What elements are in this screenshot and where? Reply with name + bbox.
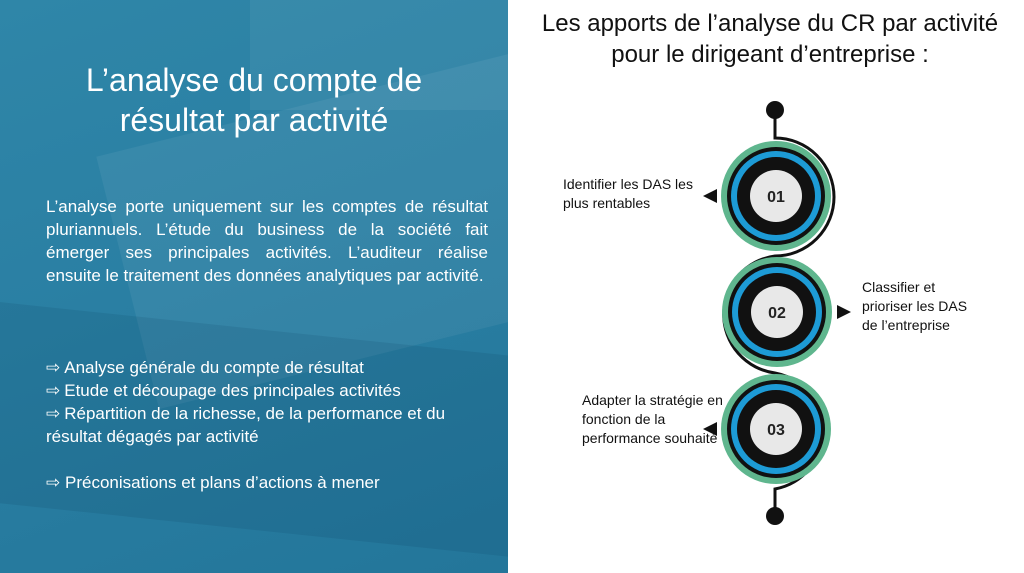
timeline-start-dot [766,101,784,119]
step-node-03 [721,374,831,484]
step-node-02 [722,257,832,367]
bullet-text: Analyse générale du compte de résultat [64,358,364,377]
arrow-icon: ⇨ [46,358,61,377]
arrow-icon: ⇨ [46,473,61,492]
arrow-icon: ⇨ [46,404,61,423]
step-2-text: Classifier et prioriser les DAS de l’entreprise [862,279,968,333]
step-number: 03 [767,422,785,439]
intro-paragraph: L’analyse porte uniquement sur les comptes de résultat pluriannuels. L’étude du business de la société fait émerger ses principales activités. L’auditeur réalise ensuite le traitement des données analytiques par activité. [46,197,488,285]
bullet-text: Etude et découpage des principales activités [64,381,401,400]
step-3-text: Adapter la stratégie en fonction de la performance souhaité [582,392,723,446]
step-1-text: Identifier les DAS les plus rentables [563,176,693,211]
timeline-end-dot [766,507,784,525]
step-node-01 [721,141,831,251]
bullet-text: Préconisations et plans d’actions à mener [64,473,380,492]
arrow-icon: ⇨ [46,381,61,400]
section-title: Les apports de l’analyse du CR par activité pour le dirigeant d’entreprise : [541,10,999,68]
step-number: 02 [768,305,786,322]
page-title: L’analyse du compte de résultat par activité [85,62,423,138]
pointer-triangle-icon [837,305,851,319]
bullet-text: Répartition de la richesse, de la performance et du résultat dégagés par activité [46,404,446,446]
step-number: 01 [767,189,785,206]
